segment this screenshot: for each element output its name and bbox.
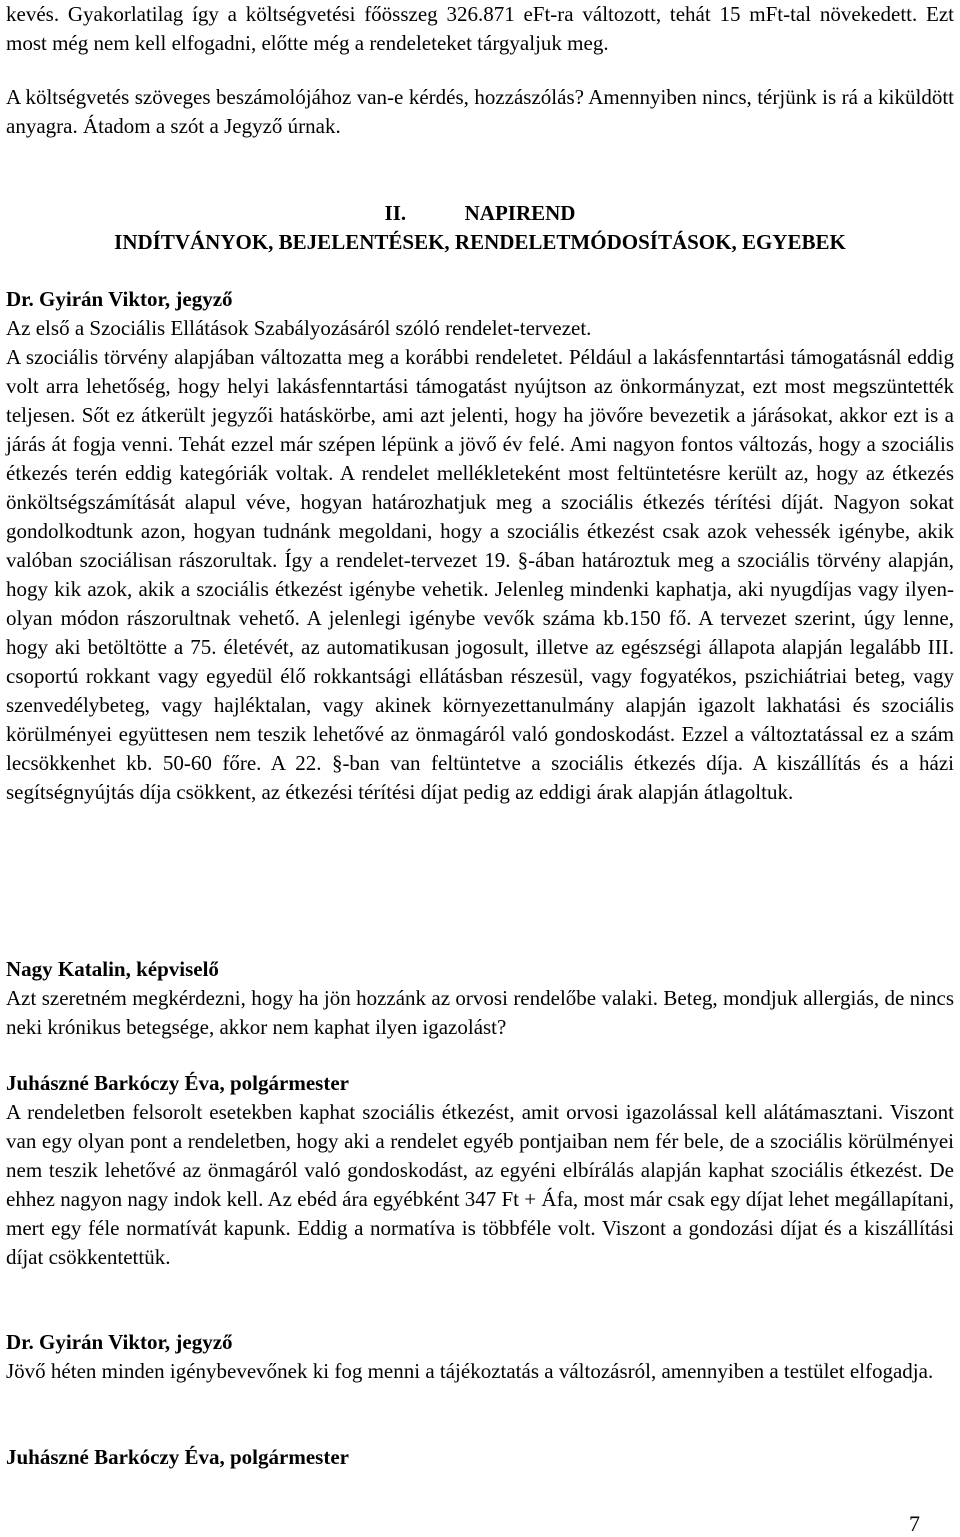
agenda-number: II.	[384, 201, 407, 225]
speaker-name: Dr. Gyirán Viktor, jegyző	[6, 1330, 233, 1354]
speech-block-1	[6, 285, 954, 807]
speech-paragraph: Jövő héten minden igénybevevőnek ki fog menni a tájékoztatás a változásról, amennyiben a testület elfogadja.	[6, 1359, 934, 1383]
agenda-heading	[6, 199, 954, 257]
speaker-name: Nagy Katalin, képviselő	[6, 957, 219, 981]
speech-block-2	[6, 955, 954, 1042]
speech-paragraph: Azt szeretném megkérdezni, hogy ha jön hozzánk az orvosi rendelőbe valaki. Beteg, mondjuk allergiás, de nincs neki krónikus betegsége, akkor nem kaphat ilyen igazolást?	[6, 986, 954, 1039]
page-number: 7	[909, 1511, 920, 1536]
speech-paragraph: A szociális törvény alapjában változatta meg a korábbi rendeletet. Például a lakásfenntartási támogatásnál eddig volt arra lehetőség, hogy helyi lakásfenntartási támogatást nyújtson az önkormányzat, ezt most megszüntették teljesen. Sőt ez átkerült jegyzői hatáskörbe, ami azt jelenti, hogy ha jövőre bevezetik a járásokat, akkor ezt is a járás át fogja venni. Tehát ezzel már szépen lépünk a jövő év felé. Ami nagyon fontos változás, hogy a szociális étkezés terén eddig kategóriák voltak. A rendelet mellékleteként most feltüntetésre került az, hogy az étkezés önköltségszámítását alapul véve, hogyan határozhatjuk meg a szociális étkezés térítési díját. Nagyon sokat gondolkodtunk azon, hogyan tudnánk megoldani, hogy a szociális étkezést csak azok vehessék igénybe, akik valóban szociálisan rászorultak. Így a rendelet-tervezet 19. §-ában határoztuk meg a szociális törvény alapján, hogy kik azok, akik a szociális étkezést igénybe vehetik. Jelenleg mindenki kaphatja, aki nyugdíjas vagy ilyen-olyan módon rászorultnak vehető. A jelenlegi igénybe vevők száma kb.150 fő. A tervezet szerint, úgy lenne, hogy aki betöltötte a 75. életévét, az automatikusan jogosult, illetve az egészségi állapota alapján legalább III. csoportú rokkant vagy egyedül élő rokkantsági ellátásban részesül, vagy fogyatékos, pszichiátriai beteg, vagy szenvedélybeteg, vagy hajléktalan, vagy akinek környezettanulmány alapján igazolt lakhatási és szociális körülményei együttesen nem teszik lehetővé az önmagáról való gondoskodást. Ezzel a változtatással ez a szám lecsökkenhet kb. 50-60 főre. A 22. §-ban van feltüntetve a szociális étkezés díja. A kiszállítás és a házi segítségnyújtás díja csökkent, az étkezési térítési díjat pedig az eddigi árak alapján átlagoltuk.	[6, 345, 954, 804]
agenda-title: NAPIREND	[464, 201, 576, 225]
speech-paragraph: A rendeletben felsorolt esetekben kaphat szociális étkezést, amit orvosi igazolással kell alátámasztani. Viszont van egy olyan pont a rendeletben, hogy aki a rendelet egyéb pontjaiban nem fér bele, de a szociális körülményei nem teszik lehetővé az önmagáról való gondoskodást, az egyéni elbírálás alapján kaphat szociális étkezést. De ehhez nagyon nagy indok kell. Az ebéd ára egyébként 347 Ft + Áfa, most már csak egy díjat lehet megállapítani, mert egy féle normatívát kapunk. Eddig a normatíva is többféle volt. Viszont a gondozási díjat és a kiszállítási díjat csökkentettük.	[6, 1100, 954, 1269]
speaker-name: Dr. Gyirán Viktor, jegyző	[6, 287, 233, 311]
intro-paragraph-2: A költségvetés szöveges beszámolójához van-e kérdés, hozzászólás? Amennyiben nincs, térjünk is rá a kiküldött anyagra. Átadom a szót a Jegyző úrnak.	[6, 85, 954, 138]
speech-line: Az első a Szociális Ellátások Szabályozásáról szóló rendelet-tervezet.	[6, 316, 592, 340]
speaker-name: Juhászné Barkóczy Éva, polgármester	[6, 1445, 349, 1469]
speech-block-4	[6, 1328, 954, 1386]
agenda-number-title	[6, 199, 954, 228]
agenda-subtitle: INDÍTVÁNYOK, BEJELENTÉSEK, RENDELETMÓDOSÍTÁSOK, EGYEBEK	[114, 230, 846, 254]
speech-block-5	[6, 1443, 954, 1472]
intro-paragraph-1: kevés. Gyakorlatilag így a költségvetési főösszeg 326.871 eFt-ra változott, tehát 15 mFt-tal növekedett. Ezt most még nem kell elfogadni, előtte még a rendeleteket tárgyaljuk meg.	[6, 2, 954, 55]
speaker-name: Juhászné Barkóczy Éva, polgármester	[6, 1071, 349, 1095]
speech-block-3	[6, 1069, 954, 1272]
